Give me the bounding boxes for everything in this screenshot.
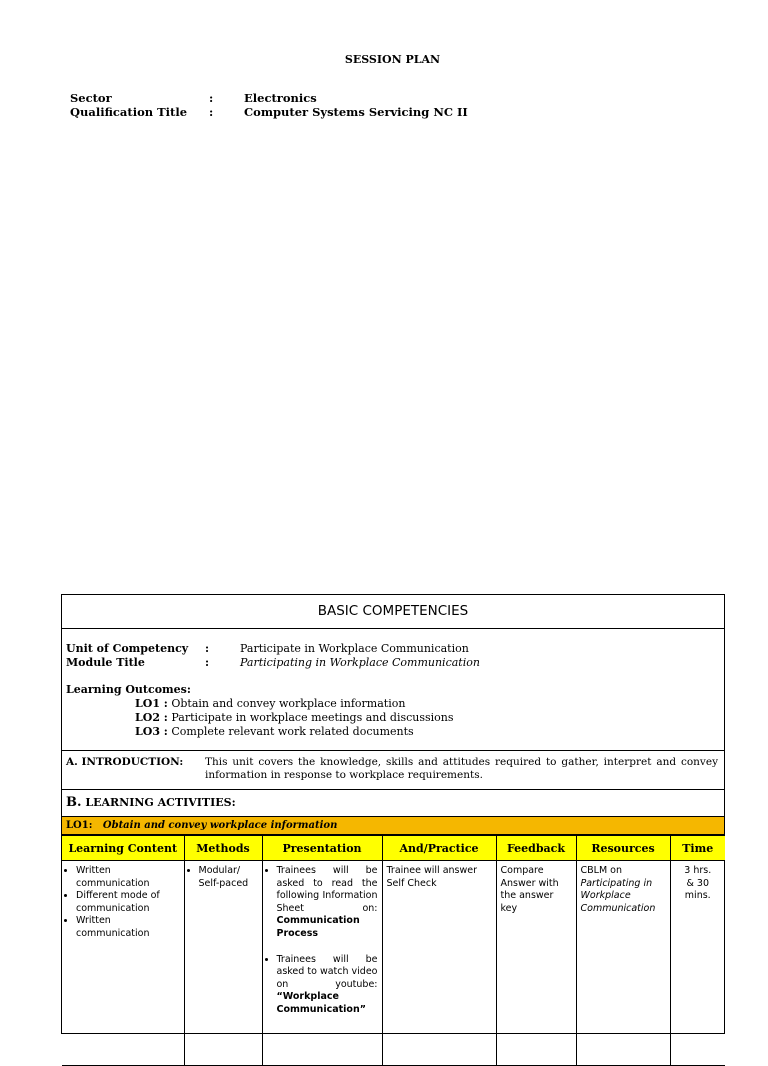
- introduction-text-line2: information in response to workplace requirements.: [205, 769, 483, 781]
- introduction-section: [62, 751, 724, 790]
- list-item: • Modular/ Self-paced: [199, 865, 258, 890]
- time-line: mins.: [684, 890, 711, 902]
- module-colon: :: [205, 656, 210, 669]
- presentation-text: Trainees will be asked to read the following Information Sheet on:: [276, 865, 378, 914]
- outcome-lo3: [135, 725, 414, 738]
- cell-resources: [576, 861, 670, 1066]
- qualification-value: Computer Systems Servicing NC II: [244, 105, 468, 119]
- outcome-lo1: [135, 697, 405, 710]
- outcome-lo2: [135, 711, 454, 724]
- unit-colon: :: [205, 642, 210, 655]
- resources-title: Participating in Workplace Communication: [580, 877, 656, 914]
- qualification-label: Qualification Title: [70, 105, 188, 119]
- list-item: • Written communication: [76, 915, 180, 940]
- unit-label: Unit of Competency: [66, 642, 189, 655]
- table-header-row: [62, 836, 725, 861]
- introduction-text-line1: This unit covers the knowledge, skills and attitudes required to gather, interpret and convey: [205, 756, 718, 768]
- module-value: Participating in Workplace Communication: [240, 656, 480, 669]
- activities-table: [62, 835, 725, 1066]
- outcome-text: Participate in workplace meetings and discussions: [167, 711, 454, 724]
- presentation-topic: “Workplace Communication”: [276, 991, 366, 1015]
- table-row: [62, 861, 725, 1066]
- lo1-text: Obtain and convey workplace information: [102, 820, 338, 831]
- header-resources: Resources: [576, 836, 670, 861]
- cell-feedback: Compare Answer with the answer key: [496, 861, 576, 1066]
- header-methods: Methods: [184, 836, 262, 861]
- time-line: 3 hrs.: [684, 865, 712, 876]
- cell-learning-content: [62, 861, 184, 1066]
- unit-value: Participate in Workplace Communication: [240, 642, 469, 655]
- document-title: SESSION PLAN: [344, 53, 441, 66]
- qualification-colon: :: [209, 105, 214, 119]
- learning-activities-label: LEARNING ACTIVITIES:: [81, 796, 236, 809]
- list-item: [277, 954, 378, 1017]
- outcome-code: LO1 :: [135, 697, 168, 710]
- sector-colon: :: [209, 91, 214, 105]
- learning-activities-heading: [62, 790, 724, 817]
- header-practice: And/Practice: [382, 836, 496, 861]
- introduction-label: A. INTRODUCTION:: [66, 756, 184, 768]
- learning-activities-letter: B.: [66, 795, 82, 810]
- outcome-text: Complete relevant work related documents: [167, 725, 414, 738]
- outcome-text: Obtain and convey workplace information: [167, 697, 406, 710]
- resources-prefix: CBLM on: [580, 865, 622, 876]
- basic-competencies-title: BASIC COMPETENCIES: [62, 595, 724, 629]
- cell-methods: [184, 861, 262, 1066]
- time-line: & 30: [686, 877, 710, 889]
- basic-competencies-box: [61, 594, 725, 1034]
- list-item: [277, 865, 378, 941]
- presentation-text: Trainees will be asked to watch video on youtube:: [276, 953, 378, 990]
- outcome-code: LO2 :: [135, 711, 168, 724]
- list-item: • Different mode of communication: [76, 890, 180, 915]
- list-item: • Written communication: [76, 865, 180, 890]
- competency-info: [62, 629, 724, 751]
- header-feedback: Feedback: [496, 836, 576, 861]
- lo1-bar: [62, 817, 724, 835]
- header-time: Time: [670, 836, 725, 861]
- cell-presentation: [262, 861, 382, 1066]
- cell-practice: Trainee will answer Self Check: [382, 861, 496, 1066]
- outcome-code: LO3 :: [135, 725, 168, 738]
- cell-time: [670, 861, 725, 1066]
- module-label: Module Title: [66, 656, 145, 669]
- lo1-code: LO1:: [66, 820, 93, 831]
- sector-value: Electronics: [244, 91, 317, 105]
- sector-label: Sector: [70, 91, 112, 105]
- header-learning-content: Learning Content: [62, 836, 184, 861]
- learning-outcomes-heading: Learning Outcomes:: [66, 683, 191, 696]
- presentation-topic: Communication Process: [276, 915, 360, 939]
- header-presentation: Presentation: [262, 836, 382, 861]
